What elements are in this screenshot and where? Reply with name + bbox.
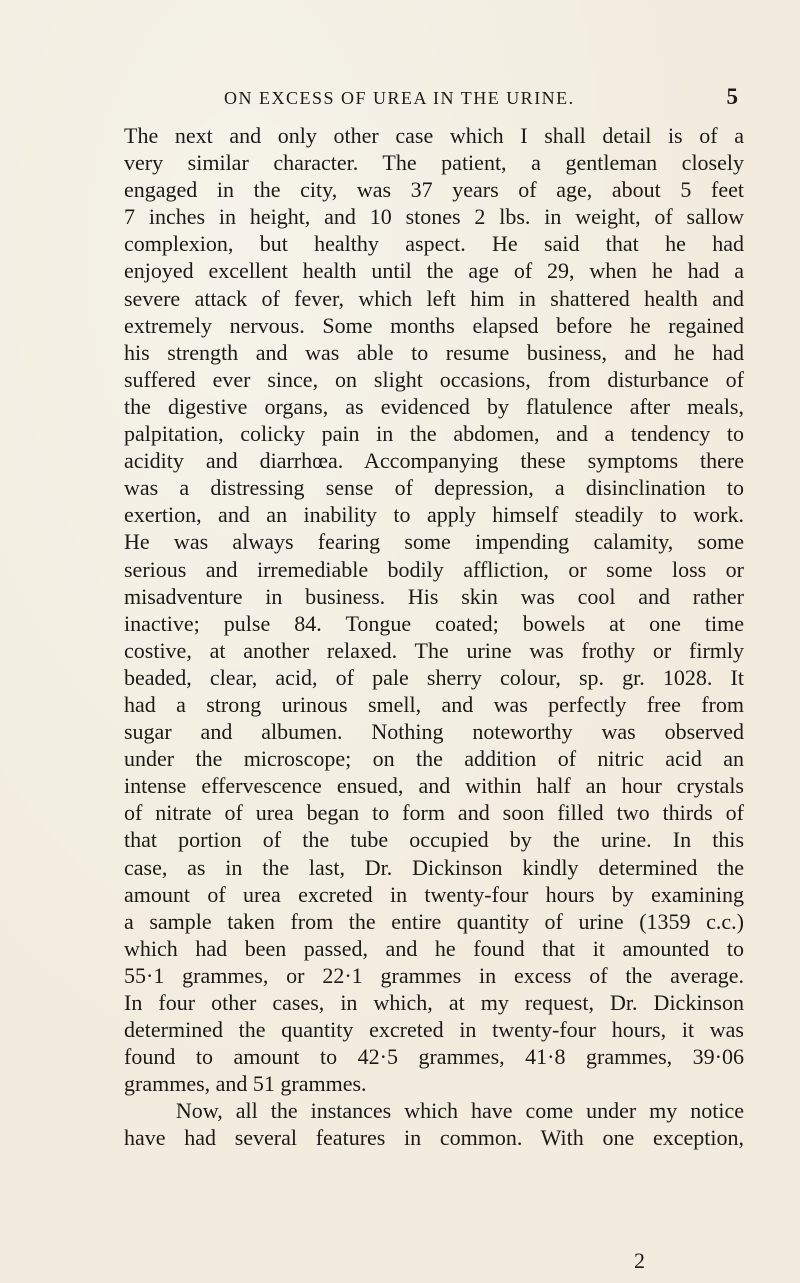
text-line: In four other cases, in which, at my request, Dr. Dickinson [124, 990, 744, 1015]
text-line: costive, at another relaxed. The urine was frothy or firmly [124, 637, 744, 663]
text-line: Now, all the instances which have come under my notice [124, 1098, 744, 1124]
text-line: his strength and was able to resume business, and he had [124, 339, 744, 365]
text-line: found to amount to 42·5 grammes, 41·8 grammes, 39·06 [124, 1044, 744, 1070]
text-line: He was always fearing some impending calamity, some [124, 529, 744, 555]
text-line: was a distressing sense of depression, a disinclination to [124, 475, 744, 501]
page-number: 5 [726, 84, 738, 109]
text-line: exertion, and an inability to apply himself steadily to work. [124, 502, 744, 528]
text-line: intense effervescence ensued, and within half an hour crystals [124, 773, 744, 799]
text-line: complexion, but healthy aspect. He said that he had [124, 231, 744, 257]
text-line: amount of urea excreted in twenty-four hours by examining [124, 881, 744, 907]
text-line: determined the quantity excreted in twenty-four hours, it was [124, 1017, 744, 1043]
text-line: case, as in the last, Dr. Dickinson kindly determined the [124, 854, 744, 880]
text-line: suffered ever since, on slight occasions, from disturbance of [124, 366, 744, 392]
text-line: that portion of the tube occupied by the urine. In this [124, 827, 744, 853]
text-line: palpitation, colicky pain in the abdomen, and a tendency to [124, 421, 744, 447]
text-line: 7 inches in height, and 10 stones 2 lbs. in weight, of sallow [124, 204, 744, 230]
text-line: severe attack of fever, which left him in shattered health and [124, 285, 744, 311]
running-head [224, 84, 744, 114]
text-line: had a strong urinous smell, and was perfectly free from [124, 691, 744, 717]
text-line: very similar character. The patient, a gentleman closely [124, 150, 744, 176]
running-head-title: ON EXCESS OF UREA IN THE URINE. [224, 88, 575, 108]
text-line: inactive; pulse 84. Tongue coated; bowels at one time [124, 610, 744, 636]
signature-mark: 2 [634, 1248, 645, 1273]
text-line: of nitrate of urea began to form and soon filled two thirds of [124, 800, 744, 826]
text-line: engaged in the city, was 37 years of age, about 5 feet [124, 177, 744, 203]
text-line: the digestive organs, as evidenced by flatulence after meals, [124, 393, 744, 419]
text-line: enjoyed excellent health until the age of 29, when he had a [124, 258, 744, 284]
text-line: a sample taken from the entire quantity of urine (1359 c.c.) [124, 908, 744, 934]
text-line: misadventure in business. His skin was cool and rather [124, 583, 744, 609]
text-line: The next and only other case which I shall detail is of a [124, 123, 744, 148]
text-line: acidity and diarrhœa. Accompanying these symptoms there [124, 448, 744, 474]
body-text [124, 122, 744, 1152]
text-line: grammes, and 51 grammes. [124, 1071, 367, 1097]
text-line: have had several features in common. With one exception, [124, 1125, 744, 1151]
text-line: sugar and albumen. Nothing noteworthy was observed [124, 719, 744, 745]
text-line: which had been passed, and he found that it amounted to [124, 935, 744, 961]
text-line: serious and irremediable bodily affliction, or some loss or [124, 556, 744, 582]
text-line: under the microscope; on the addition of nitric acid an [124, 746, 744, 772]
text-line: extremely nervous. Some months elapsed before he regained [124, 312, 744, 338]
text-line: 55·1 grammes, or 22·1 grammes in excess of the average. [124, 962, 744, 988]
text-line: beaded, clear, acid, of pale sherry colour, sp. gr. 1028. It [124, 664, 744, 690]
